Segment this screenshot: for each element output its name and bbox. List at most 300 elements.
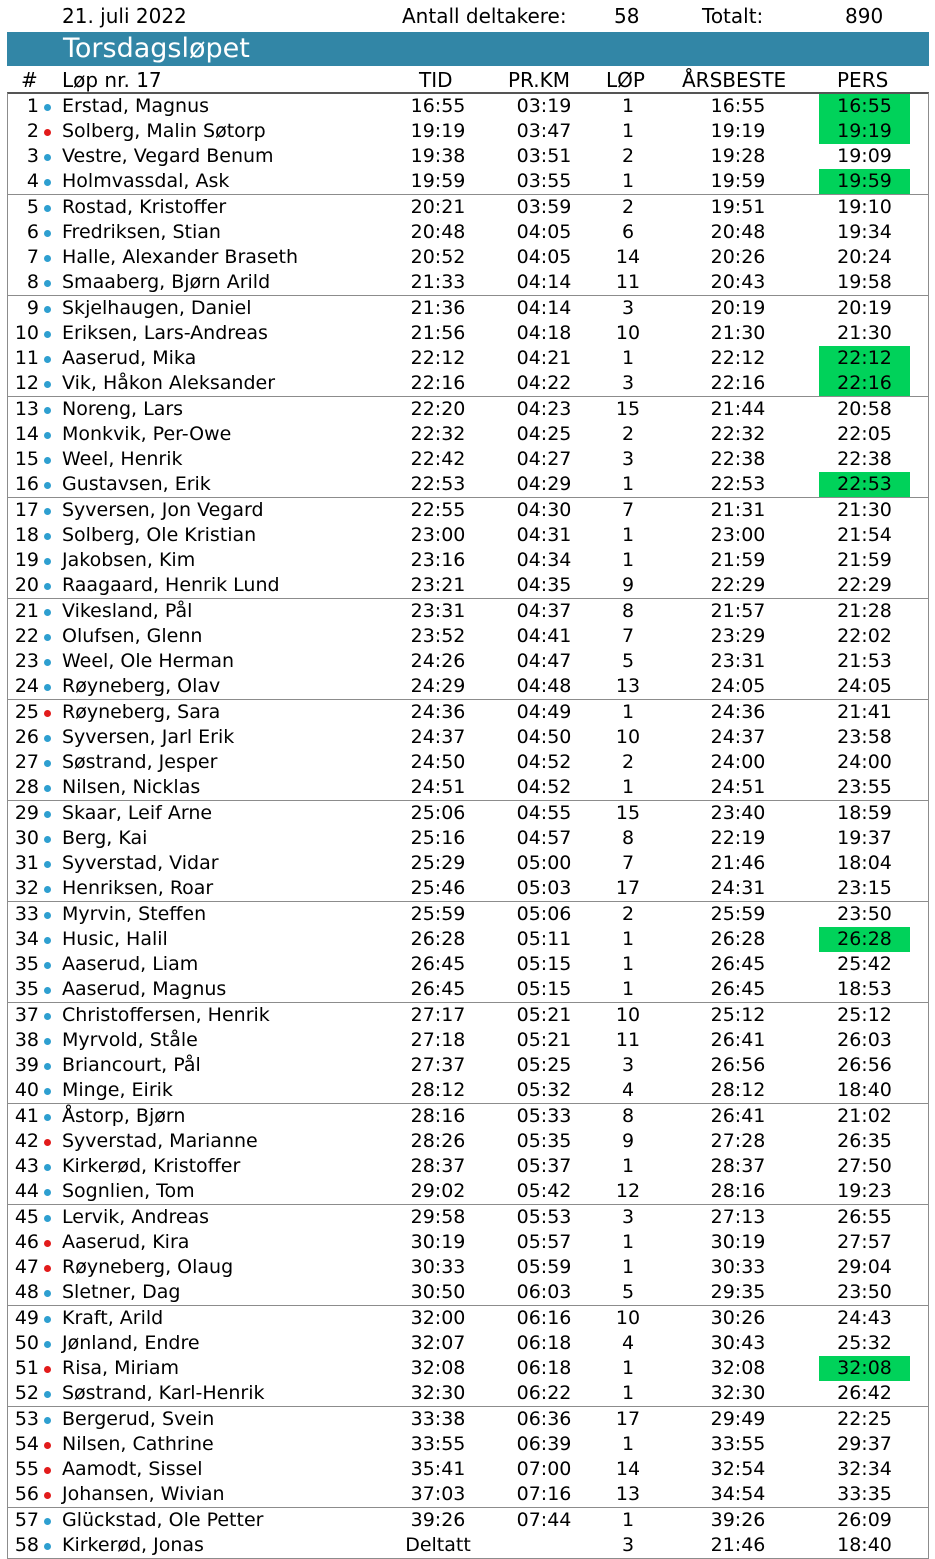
male-marker-icon <box>44 811 51 818</box>
runner-name: Kirkerød, Kristoffer <box>62 1155 241 1177</box>
race-count-cell: 3 <box>621 1206 635 1228</box>
position-cell: 22 <box>14 625 39 647</box>
table-row <box>8 977 928 1002</box>
season-best-cell: 23:29 <box>710 625 766 647</box>
season-best-cell: 23:40 <box>710 802 766 824</box>
female-marker-icon <box>44 1265 51 1272</box>
time-cell: 32:00 <box>410 1307 466 1329</box>
race-count-cell: 11 <box>615 271 641 293</box>
table-row <box>8 826 928 851</box>
runner-name: Syverstad, Marianne <box>62 1130 258 1152</box>
personal-best-cell: 18:59 <box>837 802 892 824</box>
pace-cell: 04:48 <box>516 675 572 697</box>
season-best-cell: 28:37 <box>710 1155 766 1177</box>
race-count-cell: 1 <box>621 1509 635 1531</box>
time-cell: 23:52 <box>410 625 466 647</box>
race-count-cell: 1 <box>621 473 635 495</box>
personal-best-cell: 26:42 <box>837 1382 892 1404</box>
runner-name: Rostad, Kristoffer <box>62 196 227 218</box>
female-marker-icon <box>44 1366 51 1373</box>
season-best-cell: 25:59 <box>710 903 766 925</box>
runner-name: Fredriksen, Stian <box>62 221 221 243</box>
race-count-cell: 1 <box>621 170 635 192</box>
pace-cell: 04:14 <box>516 297 572 319</box>
time-cell: 22:20 <box>410 398 466 420</box>
position-cell: 30 <box>14 827 39 849</box>
male-marker-icon <box>44 735 51 742</box>
table-row <box>8 498 928 523</box>
table-row <box>8 397 928 422</box>
runner-name: Henriksen, Roar <box>62 877 214 899</box>
pace-cell: 05:59 <box>516 1256 572 1278</box>
runner-name: Minge, Eirik <box>62 1079 173 1101</box>
male-marker-icon <box>44 1189 51 1196</box>
time-cell: 37:03 <box>410 1483 466 1505</box>
season-best-cell: 24:51 <box>710 776 766 798</box>
season-best-cell: 28:12 <box>710 1079 766 1101</box>
personal-best-cell: 19:10 <box>837 196 892 218</box>
personal-best-cell: 21:02 <box>837 1105 892 1127</box>
position-cell: 21 <box>14 600 39 622</box>
personal-best-cell: 18:04 <box>837 852 892 874</box>
personal-best-cell: 25:12 <box>837 1004 892 1026</box>
position-cell: 11 <box>14 347 39 369</box>
table-row <box>8 346 928 371</box>
race-count-cell: 7 <box>621 625 635 647</box>
personal-best-cell: 19:34 <box>837 221 892 243</box>
time-cell: 19:59 <box>410 170 466 192</box>
table-row <box>8 1205 928 1230</box>
season-best-cell: 19:51 <box>710 196 766 218</box>
race-count-cell: 7 <box>621 499 635 521</box>
position-cell: 41 <box>14 1105 39 1127</box>
runner-name: Søstrand, Jesper <box>62 751 218 773</box>
time-cell: 27:37 <box>410 1054 466 1076</box>
row-group <box>8 1003 928 1104</box>
time-cell: 29:58 <box>410 1206 466 1228</box>
season-best-cell: 24:37 <box>710 726 766 748</box>
male-marker-icon <box>44 1215 51 1222</box>
personal-best-cell: 26:56 <box>837 1054 892 1076</box>
runner-name: Smaaberg, Bjørn Arild <box>62 271 271 293</box>
pace-cell: 05:11 <box>516 928 572 950</box>
male-marker-icon <box>44 1290 51 1297</box>
table-row <box>8 220 928 245</box>
row-group <box>8 296 928 397</box>
season-best-cell: 34:54 <box>710 1483 766 1505</box>
pace-cell: 05:06 <box>516 903 572 925</box>
race-count-cell: 10 <box>615 726 641 748</box>
table-row <box>8 801 928 826</box>
race-count-cell: 3 <box>621 372 635 394</box>
pace-cell: 06:03 <box>516 1281 572 1303</box>
row-group <box>8 801 928 902</box>
pace-cell: 03:19 <box>516 95 572 117</box>
table-row <box>8 1255 928 1280</box>
season-best-cell: 26:41 <box>710 1105 766 1127</box>
personal-best-cell: 21:30 <box>837 499 892 521</box>
time-cell: 24:37 <box>410 726 466 748</box>
table-row <box>8 876 928 901</box>
race-count-cell: 17 <box>615 1408 641 1430</box>
female-marker-icon <box>44 1467 51 1474</box>
race-count-cell: 13 <box>615 675 641 697</box>
personal-best-cell: 24:00 <box>837 751 892 773</box>
position-cell: 31 <box>14 852 39 874</box>
table-row <box>8 573 928 598</box>
position-cell: 8 <box>26 271 39 293</box>
race-count-cell: 1 <box>621 524 635 546</box>
personal-best-cell: 19:23 <box>837 1180 892 1202</box>
runner-name: Jønland, Endre <box>62 1332 200 1354</box>
season-best-cell: 20:26 <box>710 246 766 268</box>
table-row <box>8 245 928 270</box>
season-best-cell: 20:43 <box>710 271 766 293</box>
table-row <box>8 1457 928 1482</box>
table-row <box>8 270 928 295</box>
time-cell: 23:31 <box>410 600 466 622</box>
table-row <box>8 851 928 876</box>
time-cell: 22:42 <box>410 448 466 470</box>
table-row <box>8 422 928 447</box>
row-group <box>8 700 928 801</box>
male-marker-icon <box>44 432 51 439</box>
pace-cell: 05:32 <box>516 1079 572 1101</box>
runner-name: Nilsen, Cathrine <box>62 1433 214 1455</box>
personal-best-cell: 22:16 <box>819 371 910 396</box>
position-cell: 16 <box>14 473 39 495</box>
row-group <box>8 94 928 195</box>
personal-best-cell: 23:50 <box>837 903 892 925</box>
male-marker-icon <box>44 684 51 691</box>
pace-cell: 04:49 <box>516 701 572 723</box>
position-cell: 3 <box>26 145 39 167</box>
season-best-cell: 20:48 <box>710 221 766 243</box>
personal-best-cell: 22:02 <box>837 625 892 647</box>
season-best-cell: 32:30 <box>710 1382 766 1404</box>
race-count-cell: 14 <box>615 246 641 268</box>
pace-cell: 05:42 <box>516 1180 572 1202</box>
male-marker-icon <box>44 937 51 944</box>
runner-name: Glückstad, Ole Petter <box>62 1509 264 1531</box>
personal-best-cell: 32:08 <box>819 1356 910 1381</box>
row-group <box>8 1205 928 1306</box>
position-cell: 43 <box>14 1155 39 1177</box>
male-marker-icon <box>44 482 51 489</box>
male-marker-icon <box>44 760 51 767</box>
male-marker-icon <box>44 306 51 313</box>
pace-cell: 05:15 <box>516 978 572 1000</box>
time-cell: 25:29 <box>410 852 466 874</box>
table-row <box>8 1129 928 1154</box>
title-banner <box>7 32 929 66</box>
position-cell: 55 <box>14 1458 39 1480</box>
race-count-cell: 4 <box>621 1332 635 1354</box>
row-group <box>8 902 928 1003</box>
runner-name: Raagaard, Henrik Lund <box>62 574 280 596</box>
time-cell: 19:19 <box>410 120 466 142</box>
position-cell: 32 <box>14 877 39 899</box>
male-marker-icon <box>44 987 51 994</box>
runner-name: Erstad, Magnus <box>62 95 210 117</box>
table-row <box>8 1078 928 1103</box>
personal-best-cell: 23:50 <box>837 1281 892 1303</box>
race-count-cell: 15 <box>615 802 641 824</box>
table-row <box>8 119 928 144</box>
runner-name: Åstorp, Bjørn <box>62 1105 186 1127</box>
race-count-cell: 10 <box>615 1004 641 1026</box>
runner-name: Berg, Kai <box>62 827 148 849</box>
pace-cell: 05:00 <box>516 852 572 874</box>
season-best-cell: 21:57 <box>710 600 766 622</box>
race-count-cell: 1 <box>621 1231 635 1253</box>
time-cell: 39:26 <box>410 1509 466 1531</box>
race-count-cell: 1 <box>621 701 635 723</box>
table-row <box>8 1331 928 1356</box>
season-best-cell: 19:19 <box>710 120 766 142</box>
personal-best-cell: 19:37 <box>837 827 892 849</box>
race-count-cell: 10 <box>615 1307 641 1329</box>
runner-name: Aaserud, Mika <box>62 347 197 369</box>
pace-cell: 05:25 <box>516 1054 572 1076</box>
time-cell: 21:33 <box>410 271 466 293</box>
position-cell: 35 <box>14 978 39 1000</box>
runner-name: Briancourt, Pål <box>62 1054 201 1076</box>
season-best-cell: 21:46 <box>710 852 766 874</box>
runner-name: Halle, Alexander Braseth <box>62 246 298 268</box>
position-cell: 54 <box>14 1433 39 1455</box>
male-marker-icon <box>44 558 51 565</box>
time-cell: 25:59 <box>410 903 466 925</box>
runner-name: Bergerud, Svein <box>62 1408 215 1430</box>
race-count-cell: 4 <box>621 1079 635 1101</box>
table-row <box>8 1306 928 1331</box>
pace-cell: 04:31 <box>516 524 572 546</box>
runner-name: Røyneberg, Olaug <box>62 1256 234 1278</box>
pace-cell: 03:47 <box>516 120 572 142</box>
personal-best-cell: 21:28 <box>837 600 892 622</box>
time-cell: 22:53 <box>410 473 466 495</box>
pace-cell: 04:35 <box>516 574 572 596</box>
season-best-cell: 33:55 <box>710 1433 766 1455</box>
pace-cell: 06:39 <box>516 1433 572 1455</box>
male-marker-icon <box>44 154 51 161</box>
position-cell: 6 <box>26 221 39 243</box>
participants-label: Antall deltakere: <box>402 4 567 28</box>
pace-cell: 05:33 <box>516 1105 572 1127</box>
race-count-cell: 8 <box>621 1105 635 1127</box>
time-cell: 28:26 <box>410 1130 466 1152</box>
position-cell: 25 <box>14 701 39 723</box>
table-row <box>8 1508 928 1533</box>
time-cell: 22:12 <box>410 347 466 369</box>
position-cell: 2 <box>26 120 39 142</box>
male-marker-icon <box>44 407 51 414</box>
runner-name: Eriksen, Lars-Andreas <box>62 322 268 344</box>
race-count-cell: 13 <box>615 1483 641 1505</box>
position-cell: 52 <box>14 1382 39 1404</box>
time-cell: 32:08 <box>410 1357 466 1379</box>
table-row <box>8 1356 928 1381</box>
male-marker-icon <box>44 1391 51 1398</box>
runner-name: Olufsen, Glenn <box>62 625 203 647</box>
male-marker-icon <box>44 255 51 262</box>
pace-cell: 05:57 <box>516 1231 572 1253</box>
pace-cell: 06:16 <box>516 1307 572 1329</box>
race-count-cell: 8 <box>621 827 635 849</box>
male-marker-icon <box>44 356 51 363</box>
table-row <box>8 1104 928 1129</box>
season-best-cell: 24:31 <box>710 877 766 899</box>
race-count-cell: 1 <box>621 1357 635 1379</box>
time-cell: 25:16 <box>410 827 466 849</box>
season-best-cell: 21:31 <box>710 499 766 521</box>
personal-best-cell: 27:50 <box>837 1155 892 1177</box>
time-cell: 24:29 <box>410 675 466 697</box>
season-best-cell: 21:44 <box>710 398 766 420</box>
runner-name: Søstrand, Karl-Henrik <box>62 1382 265 1404</box>
summary-bar <box>0 0 935 32</box>
pace-cell: 07:44 <box>516 1509 572 1531</box>
male-marker-icon <box>44 1164 51 1171</box>
personal-best-cell: 21:53 <box>837 650 892 672</box>
personal-best-cell: 23:15 <box>837 877 892 899</box>
time-cell: 23:21 <box>410 574 466 596</box>
page-title: Torsdagsløpet <box>63 33 250 64</box>
race-count-cell: 1 <box>621 978 635 1000</box>
table-row <box>8 725 928 750</box>
personal-best-cell: 16:55 <box>819 94 910 119</box>
runner-name: Vikesland, Pål <box>62 600 193 622</box>
column-header-tid: TID <box>419 68 453 92</box>
pace-cell: 03:59 <box>516 196 572 218</box>
runner-name: Solberg, Malin Søtorp <box>62 120 266 142</box>
table-row <box>8 523 928 548</box>
personal-best-cell: 21:54 <box>837 524 892 546</box>
time-cell: 28:12 <box>410 1079 466 1101</box>
pace-cell: 04:27 <box>516 448 572 470</box>
personal-best-cell: 23:55 <box>837 776 892 798</box>
table-row <box>8 624 928 649</box>
personal-best-cell: 20:24 <box>837 246 892 268</box>
personal-best-cell: 19:58 <box>837 271 892 293</box>
race-count-cell: 12 <box>615 1180 641 1202</box>
season-best-cell: 27:28 <box>710 1130 766 1152</box>
time-cell: 32:07 <box>410 1332 466 1354</box>
male-marker-icon <box>44 457 51 464</box>
table-row <box>8 1432 928 1457</box>
runner-name: Lervik, Andreas <box>62 1206 210 1228</box>
pace-cell: 03:55 <box>516 170 572 192</box>
time-cell: 33:38 <box>410 1408 466 1430</box>
time-cell: 26:28 <box>410 928 466 950</box>
row-group <box>8 1306 928 1407</box>
pace-cell: 04:21 <box>516 347 572 369</box>
row-group <box>8 1407 928 1508</box>
personal-best-cell: 24:05 <box>837 675 892 697</box>
race-count-cell: 1 <box>621 928 635 950</box>
personal-best-cell: 19:59 <box>819 169 910 194</box>
table-row <box>8 1533 928 1558</box>
time-cell: 33:55 <box>410 1433 466 1455</box>
pace-cell: 06:18 <box>516 1332 572 1354</box>
position-cell: 26 <box>14 726 39 748</box>
position-cell: 17 <box>14 499 39 521</box>
personal-best-cell: 24:43 <box>837 1307 892 1329</box>
pace-cell: 06:36 <box>516 1408 572 1430</box>
season-best-cell: 30:19 <box>710 1231 766 1253</box>
race-count-cell: 14 <box>615 1458 641 1480</box>
column-header-row <box>0 66 935 92</box>
table-row <box>8 649 928 674</box>
table-row <box>8 1053 928 1078</box>
position-cell: 51 <box>14 1357 39 1379</box>
race-count-cell: 2 <box>621 423 635 445</box>
runner-name: Myrvin, Steffen <box>62 903 207 925</box>
table-row <box>8 1482 928 1507</box>
male-marker-icon <box>44 861 51 868</box>
time-cell: 30:33 <box>410 1256 466 1278</box>
position-cell: 50 <box>14 1332 39 1354</box>
table-row <box>8 700 928 725</box>
male-marker-icon <box>44 331 51 338</box>
runner-name: Jakobsen, Kim <box>62 549 196 571</box>
race-count-cell: 2 <box>621 145 635 167</box>
personal-best-cell: 21:30 <box>837 322 892 344</box>
position-cell: 48 <box>14 1281 39 1303</box>
season-best-cell: 24:36 <box>710 701 766 723</box>
male-marker-icon <box>44 381 51 388</box>
runner-name: Holmvassdal, Ask <box>62 170 230 192</box>
male-marker-icon <box>44 1341 51 1348</box>
season-best-cell: 25:12 <box>710 1004 766 1026</box>
male-marker-icon <box>44 230 51 237</box>
table-row <box>8 548 928 573</box>
position-cell: 49 <box>14 1307 39 1329</box>
season-best-cell: 16:55 <box>710 95 766 117</box>
personal-best-cell: 18:40 <box>837 1534 892 1556</box>
position-cell: 24 <box>14 675 39 697</box>
pace-cell: 04:18 <box>516 322 572 344</box>
race-count-cell: 1 <box>621 776 635 798</box>
position-cell: 45 <box>14 1206 39 1228</box>
time-cell: 35:41 <box>410 1458 466 1480</box>
season-best-cell: 24:00 <box>710 751 766 773</box>
time-cell: 24:26 <box>410 650 466 672</box>
time-cell: 27:18 <box>410 1029 466 1051</box>
race-count-cell: 1 <box>621 953 635 975</box>
table-row <box>8 1028 928 1053</box>
table-row <box>8 296 928 321</box>
total-count: 890 <box>845 4 884 28</box>
pace-cell: 04:14 <box>516 271 572 293</box>
results-table <box>7 92 929 1559</box>
position-cell: 46 <box>14 1231 39 1253</box>
position-cell: 44 <box>14 1180 39 1202</box>
pace-cell: 05:37 <box>516 1155 572 1177</box>
race-count-cell: 1 <box>621 1155 635 1177</box>
personal-best-cell: 25:32 <box>837 1332 892 1354</box>
position-cell: 42 <box>14 1130 39 1152</box>
runner-name: Myrvold, Ståle <box>62 1029 198 1051</box>
pace-cell: 05:35 <box>516 1130 572 1152</box>
column-header-race: Løp nr. 17 <box>62 68 162 92</box>
time-cell: 24:36 <box>410 701 466 723</box>
position-cell: 56 <box>14 1483 39 1505</box>
male-marker-icon <box>44 1518 51 1525</box>
position-cell: 33 <box>14 903 39 925</box>
table-row <box>8 599 928 624</box>
